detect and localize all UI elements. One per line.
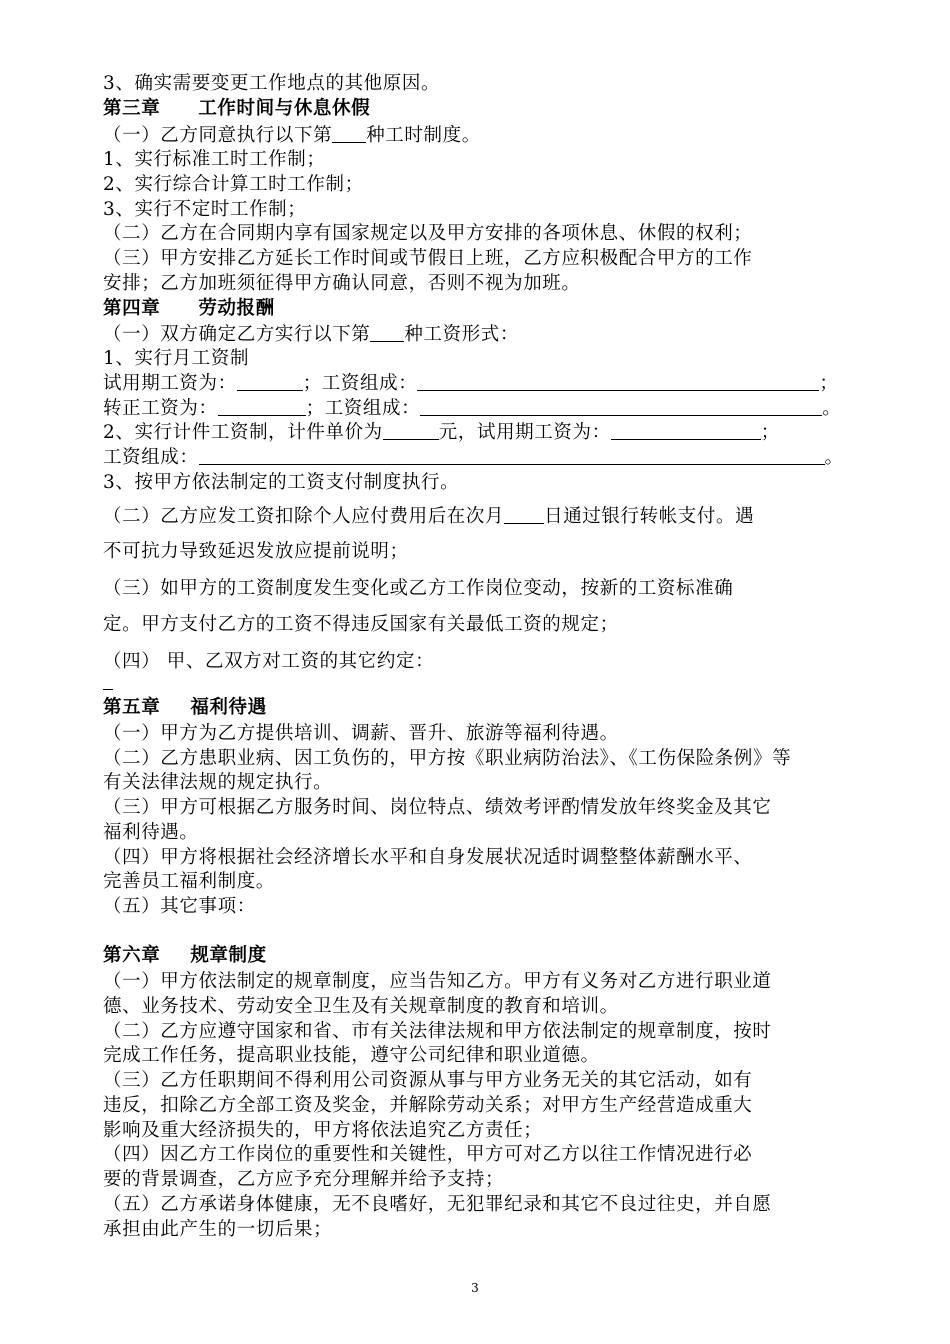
blank-field[interactable] (383, 421, 439, 440)
text-line: （五）乙方承诺身体健康，无不良嗜好，无犯罪纪录和其它不良过往史，并自愿 (103, 1194, 772, 1215)
blank-field[interactable] (103, 689, 113, 690)
text-line: （三）乙方任职期间不得利用公司资源从事与甲方业务无关的其它活动，如有 (103, 1070, 753, 1091)
text-line: （四） 甲、乙双方对工资的其它约定： (103, 651, 435, 672)
blank-field[interactable] (611, 421, 761, 440)
blank-field[interactable] (370, 323, 404, 342)
text-line: 3、确实需要变更工作地点的其他原因。 (103, 73, 441, 94)
text-line: （二）乙方应发工资扣除个人应付费用后在次月 日通过银行转帐支付。遇 (103, 506, 755, 527)
text-line: 违反，扣除乙方全部工资及奖金，并解除劳动关系；对甲方生产经营造成重大 (103, 1095, 753, 1116)
blank-field[interactable] (332, 124, 366, 143)
text-line: （三）甲方可根据乙方服务时间、岗位特点、绩效考评酌情发放年终奖金及其它 (103, 797, 772, 818)
blank-field[interactable] (237, 372, 303, 391)
text-line: 德、业务技术、劳动安全卫生及有关规章制度的教育和培训。 (103, 996, 619, 1017)
text-line: （四）甲方将根据社会经济增长水平和自身发展状况适时调整整体薪酬水平、 (103, 847, 753, 868)
text-line: 3、按甲方依法制定的工资支付制度执行。 (103, 472, 460, 493)
text-line: 定。甲方支付乙方的工资不得违反国家有关最低工资的规定； (103, 614, 619, 635)
text-line: （三）如甲方的工资制度发生变化或乙方工作岗位变动，按新的工资标准确 (103, 578, 734, 599)
text-line: 1、实行标准工时工作制； (103, 149, 326, 170)
text-line: 完善员工福利制度。 (103, 871, 275, 892)
text-line: （二）乙方应遵守国家和省、市有关法律法规和甲方依法制定的规章制度，按时 (103, 1021, 772, 1042)
page-number: 3 (471, 1281, 479, 1295)
text-line: 2、实行综合计算工时工作制； (103, 174, 364, 195)
text-line: （一）双方确定乙方实行以下第 种工资形式： (103, 324, 520, 345)
text-line: 试用期工资为： ；工资组成： ； (103, 373, 839, 394)
text-line: 完成工作任务，提高职业技能，遵守公司纪律和职业道德。 (103, 1045, 600, 1066)
chapter-3-heading: 第三章 工作时间与休息休假 (103, 98, 371, 119)
text-line: （四）因乙方工作岗位的重要性和关键性，甲方可对乙方以往工作情况进行必 (103, 1144, 753, 1165)
chapter-6-heading: 第六章 规章制度 (103, 945, 267, 966)
chapter-5-heading: 第五章 福利待遇 (103, 697, 267, 718)
text-line: 影响及重大经济损失的，甲方将依法追究乙方责任； (103, 1120, 543, 1141)
text-line: （五）其它事项： (103, 896, 256, 917)
text-line: （二）乙方在合同期内享有国家规定以及甲方安排的各项休息、休假的权利； (103, 223, 753, 244)
text-line: 福利待遇。 (103, 822, 199, 843)
text-line: （一）甲方依法制定的规章制度，应当告知乙方。甲方有义务对乙方进行职业道 (103, 971, 772, 992)
text-line: （一）甲方为乙方提供培训、调薪、晋升、旅游等福利待遇。 (103, 723, 619, 744)
text-line: 承担由此产生的一切后果； (103, 1219, 333, 1240)
text-line: （三）甲方安排乙方延长工作时间或节假日上班，乙方应积极配合甲方的工作 (103, 248, 753, 269)
text-line: （一）乙方同意执行以下第 种工时制度。 (103, 125, 481, 146)
text-line: 要的背景调查，乙方应予充分理解并给予支持； (103, 1169, 505, 1190)
chapter-4-heading: 第四章 劳动报酬 (103, 298, 275, 319)
blank-field[interactable] (199, 446, 825, 465)
text-line: 不可抗力导致延迟发放应提前说明； (103, 541, 409, 562)
text-line: 2、实行计件工资制，计件单价为 元，试用期工资为： ； (103, 422, 780, 443)
blank-field[interactable] (218, 397, 306, 416)
text-line: 有关法律法规的规定执行。 (103, 772, 333, 793)
text-line: 转正工资为： ；工资组成： 。 (103, 398, 842, 419)
blank-field[interactable] (417, 372, 819, 391)
text-line: 3、实行不定时工作制； (103, 199, 307, 220)
text-line: （二）乙方患职业病、因工负伤的，甲方按《职业病防治法》、《工伤保险条例》等 (103, 748, 792, 769)
text-line: 1、实行月工资制 (103, 348, 250, 369)
blank-field[interactable] (504, 505, 544, 524)
text-line: 安排；乙方加班须征得甲方确认同意，否则不视为加班。 (103, 273, 581, 294)
text-line: 工资组成： 。 (103, 447, 844, 468)
blank-field[interactable] (420, 397, 822, 416)
